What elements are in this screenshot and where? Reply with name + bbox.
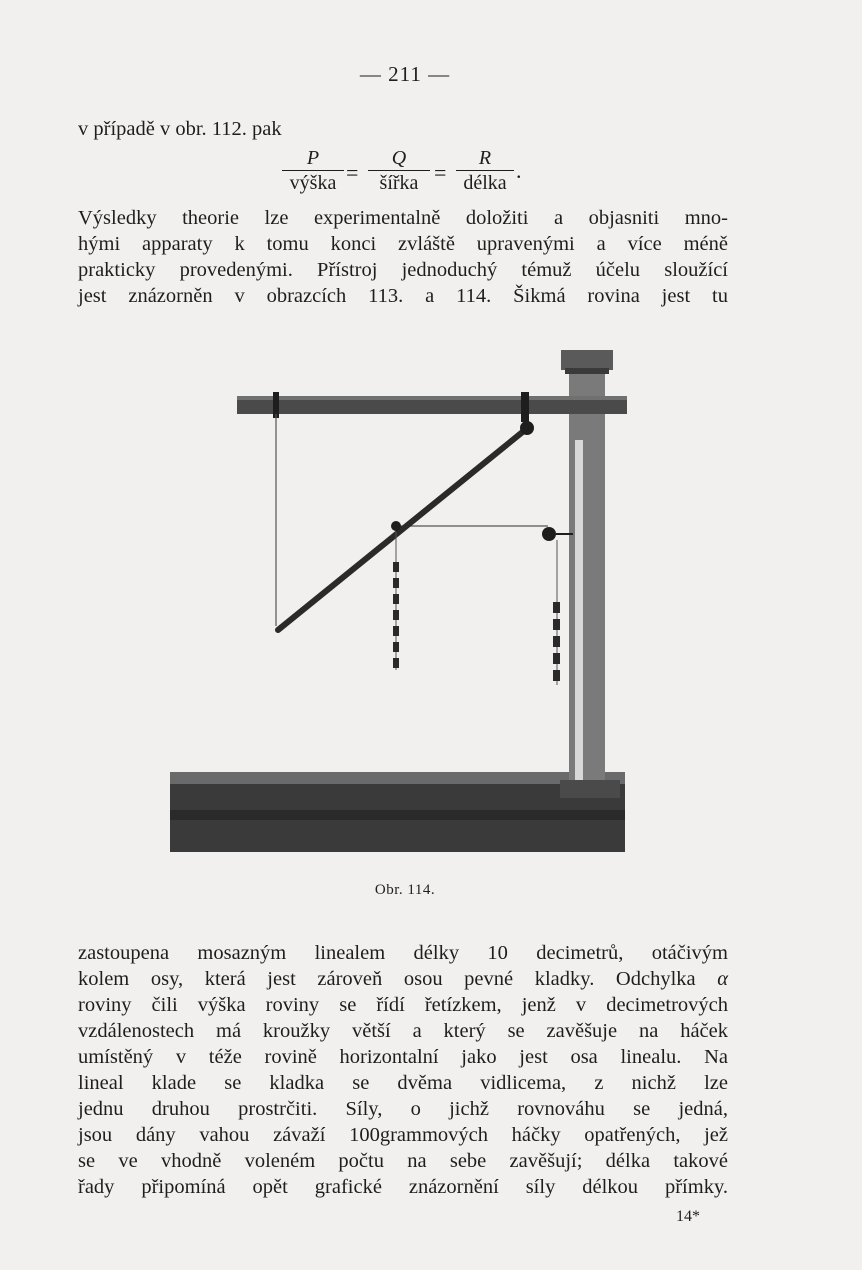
figure-caption: Obr. 114. bbox=[374, 882, 436, 898]
paragraph-line: prakticky provedenými. Přístroj jednoduchý témuž účelu sloužící bbox=[78, 259, 728, 281]
paragraph-line: vzdálenostech má kroužky větší a který se zavěšuje na háček bbox=[78, 1020, 728, 1042]
paragraph-line: jest znázorněn v obrazcích 113. a 114. Šikmá rovina jest tu bbox=[78, 285, 728, 307]
paragraph-line: jednu druhou prostrčiti. Síly, o jichž rovnováhu se jedná, bbox=[78, 1098, 728, 1120]
horizontal-arm bbox=[237, 392, 627, 422]
paragraph-line: hými apparaty k tomu konci zvláště upravenými a více méně bbox=[78, 233, 728, 255]
fraction-denominator: délka bbox=[463, 172, 507, 194]
paragraph-line: jsou dány vahou závaží 100grammových háčky opatřených, jež bbox=[78, 1124, 728, 1146]
fraction-r-length bbox=[456, 146, 514, 195]
intro-line: v případě v obr. 112. pak bbox=[78, 118, 282, 140]
paragraph-line: Výsledky theorie lze experimentalně doložiti a objasniti mno- bbox=[78, 207, 728, 229]
fraction-q-width bbox=[368, 146, 430, 195]
equals-sign: = bbox=[434, 160, 447, 185]
paragraph-line: umístěný v téže rovině horizontalní jako jest osa linealu. Na bbox=[78, 1046, 728, 1068]
fraction-p-height bbox=[282, 146, 344, 195]
formula bbox=[282, 146, 532, 198]
paragraph-text: kolem osy, která jest zároveň osou pevné kladky. Odchylka bbox=[78, 968, 718, 990]
vertical-post bbox=[560, 350, 620, 798]
base-board bbox=[170, 772, 625, 852]
alpha-symbol: α bbox=[717, 968, 728, 990]
sliding-pulley bbox=[391, 521, 401, 531]
weight-stack-left bbox=[393, 532, 399, 670]
fraction-denominator: výška bbox=[289, 172, 337, 194]
fraction-numerator: Q bbox=[391, 147, 407, 169]
page-number: — 211 — bbox=[359, 62, 451, 86]
paragraph-line: roviny čili výška roviny se řídí řetízkem, jenž v decimetrových bbox=[78, 994, 728, 1016]
figure-inclined-plane-apparatus bbox=[165, 340, 635, 860]
paragraph-line: řady připomíná opět grafické znázornění síly délkou přímky. bbox=[78, 1176, 728, 1198]
fixed-pulley bbox=[542, 527, 556, 541]
paragraph-line: lineal klade se kladka se dvěma vidlicema, z nichž lze bbox=[78, 1072, 728, 1094]
equals-sign: = bbox=[346, 160, 359, 185]
fraction-denominator: šířka bbox=[379, 172, 419, 194]
paragraph-line: se ve vhodně voleném počtu na sebe zavěšují; délka takové bbox=[78, 1150, 728, 1172]
fraction-numerator: R bbox=[478, 147, 492, 169]
paragraph-line bbox=[78, 966, 728, 992]
signature-mark: 14* bbox=[676, 1208, 700, 1225]
fraction-numerator: P bbox=[306, 147, 320, 169]
paragraph-line: zastoupena mosazným linealem délky 10 decimetrů, otáčivým bbox=[78, 942, 728, 964]
formula-period: . bbox=[516, 158, 522, 183]
weight-stack-right bbox=[553, 540, 560, 685]
